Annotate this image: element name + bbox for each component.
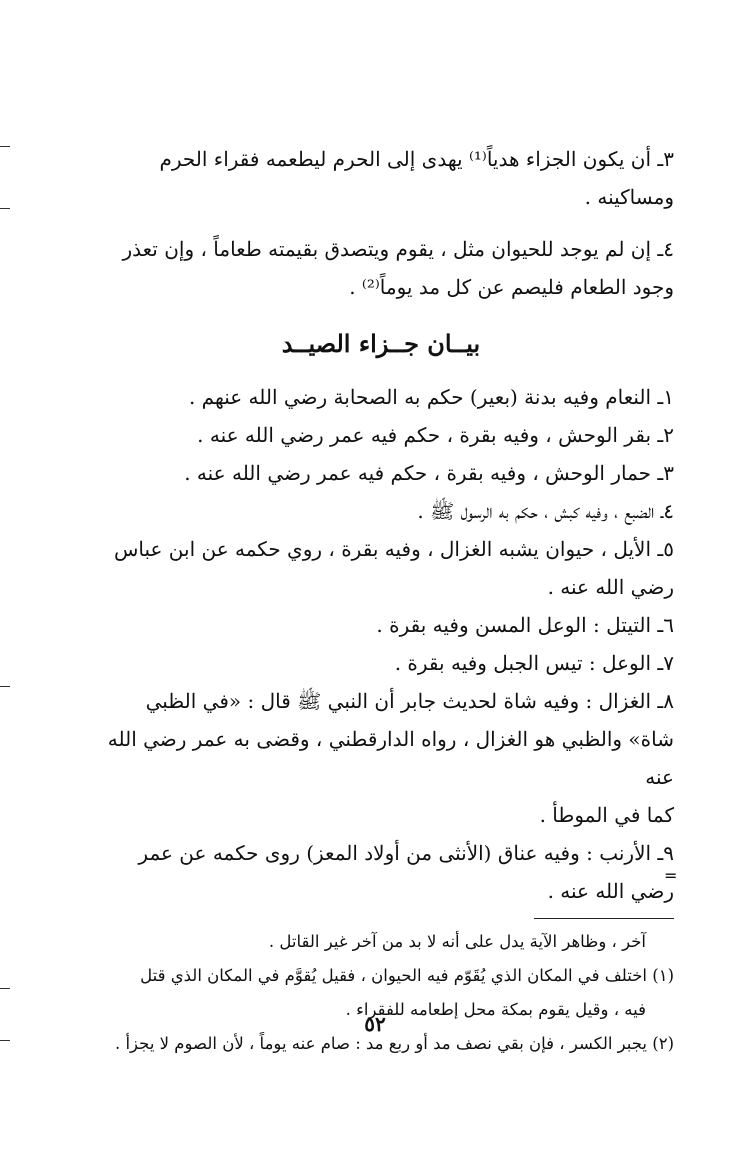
margin-tick	[0, 146, 10, 147]
penalty-list	[88, 378, 674, 910]
page-number: ٥٢	[364, 1012, 386, 1036]
list-item: رضي الله عنه .	[547, 879, 674, 903]
continuation-mark: =	[664, 866, 678, 885]
list-item: ٦ـ التيتل : الوعل المسن وفيه بقرة .	[376, 613, 674, 637]
list-item: ٢ـ بقر الوحش ، وفيه بقرة ، حكم فيه عمر رضي الله عنه .	[197, 423, 674, 447]
paragraph-3-line2: ومساكينه .	[584, 185, 674, 209]
list-item: ٨ـ الغزال : وفيه شاة لحديث جابر أن النبي ﷺ قال : «في الظبي	[145, 689, 674, 713]
page-body	[88, 140, 674, 1061]
list-item: ١ـ النعام وفيه بدنة (بعير) حكم به الصحابة رضي الله عنهم .	[188, 385, 674, 409]
list-item: ٣ـ حمار الوحش ، وفيه بقرة ، حكم فيه عمر رضي الله عنه .	[184, 461, 674, 485]
margin-tick	[0, 988, 10, 989]
list-item: ٩ـ الأرنب : وفيه عناق (الأنثى من أولاد المعز) روى حكمه عن عمر	[138, 841, 674, 865]
footnote-divider	[534, 918, 674, 919]
paragraph-4-line2: وجود الطعام فليصم عن كل مد يوماً⁽²⁾ .	[349, 275, 674, 299]
list-item: ٥ـ الأيل ، حيوان يشبه الغزال ، وفيه بقرة ، روي حكمه عن ابن عباس	[113, 537, 674, 561]
paragraph-4-line1: ٤ـ إن لم يوجد للحيوان مثل ، يقوم ويتصدق بقيمته طعاماً ، وإن تعذر	[122, 237, 674, 261]
footnote-continuation: آخر ، وظاهر الآية يدل على أنه لا بد من آخر غير القاتل .	[268, 932, 646, 951]
list-item: ٧ـ الوعل : تيس الجبل وفيه بقرة .	[394, 651, 674, 675]
list-item: كما في الموطأ .	[539, 803, 674, 827]
list-item: شاة» والظبي هو الغزال ، رواه الدارقطني ، وقضى به عمر رضي الله عنه	[107, 727, 674, 789]
footnote-1-line2: فيه ، وقيل يقوم بمكة محل إطعامه للفقراء .	[345, 1000, 646, 1019]
paragraph-3	[88, 140, 674, 216]
paragraph-3-line1: ٣ـ أن يكون الجزاء هدياً⁽¹⁾ يهدى إلى الحرم ليطعمه فقراء الحرم	[159, 147, 674, 171]
margin-tick	[0, 686, 10, 687]
margin-tick	[0, 1040, 10, 1041]
list-item: ٤ـ الضبع ، وفيه كبش ، حكم به الرسول ﷺ .	[417, 499, 674, 523]
margin-tick	[0, 208, 10, 209]
section-heading: بيــان جــزاء الصيــد	[281, 329, 481, 358]
paragraph-4	[88, 230, 674, 306]
list-item: رضي الله عنه .	[547, 575, 674, 599]
footnote-2: (٢) يجبر الكسر ، فإن بقي نصف مد أو ربع مد : صام عنه يوماً ، لأن الصوم لا يجزأ .	[114, 1034, 674, 1053]
footnote-1-line1: (١) اختلف في المكان الذي يُقَوّم فيه الحيوان ، فقيل يُقوَّم في المكان الذي قتل	[140, 966, 674, 985]
